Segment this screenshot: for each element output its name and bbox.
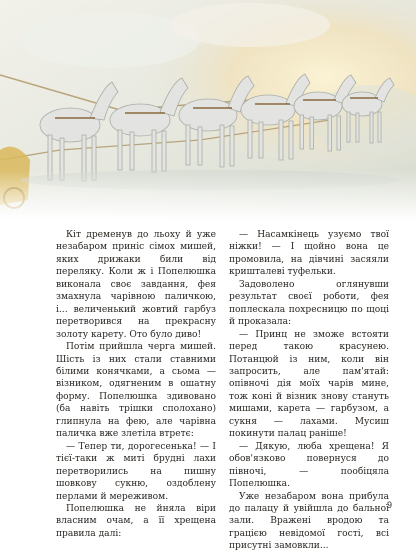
horses-pulling-carriage-illustration	[0, 0, 416, 220]
paragraph: Уже незабаром вона прибула до палацу й увійшла до бальної зали. Вражені вродою та грацією невідомої гості, всі присутні замовкли...	[229, 491, 389, 552]
paragraph: — Насамкінець узуємо твої ніжки! — І щойно вона це промовила, на дівчині засяяли кришталеві туфельки.	[229, 230, 389, 278]
paragraph: — Тепер ти, дорогесенька! — І тієї-таки ж миті брудні лахи перетворились на пишну шовкову сукню, оздоблену перлами й мереживом.	[56, 441, 216, 502]
page-number: 9	[386, 500, 392, 510]
paragraph: Попелюшка не йняла віри власним очам, а її хрещена правила далі:	[56, 503, 216, 539]
paragraph: — Принц не зможе встояти перед такою красунею. Потанцюй із ним, коли він запросить, але пам'ятай: опівночі дія моїх чарів мине, тож коні й візник знову стануть мишами, карета — гарбузом, а сукня — лахами. Мусиш покинути палац раніше!	[229, 329, 389, 440]
paragraph: Кіт дременув до льоху й уже незабаром приніс сімох мишей, яких дрижаки били від переляку. Коли ж і Попелюшка виконала своє завдання, фея змахнула чарівною паличкою, і... величенький жовтий гарбуз перетворився на прекрасну золоту карету. Ото було диво!	[56, 230, 216, 340]
paragraph: Потім прийшла черга мишей. Шість із них стали ставними білими конячками, а сьома — візником, одягненим в ошатну форму. Попелюшка здивовано (ба навіть трішки сполохано) глипнула на фею, але чарівна паличка вже злетіла втретє:	[56, 342, 216, 440]
paragraph: Задоволено оглянувши результат своєї роботи, фея поплескала похресницю по щоці й проказала:	[229, 279, 389, 328]
paragraph: — Дякую, люба хрещена! Я обов'язково повернуся до півночі, — пообіцяла Попелюшка.	[229, 441, 389, 490]
right-text-column	[229, 229, 389, 553]
left-text-column	[56, 229, 216, 540]
